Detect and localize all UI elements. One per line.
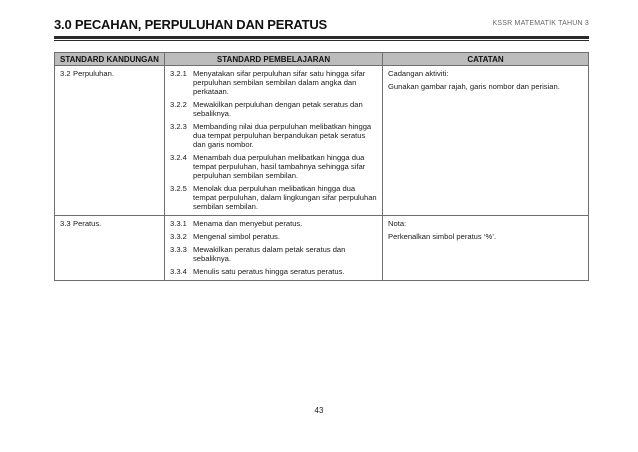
learning-standard-item: [170, 122, 378, 149]
learning-standard-number: 3.2.5: [170, 184, 187, 193]
page-number: 43: [314, 406, 324, 415]
catatan-cell: [383, 66, 589, 216]
table-row-peratus: [55, 216, 589, 281]
learning-standard-item: [170, 245, 378, 263]
note-text: Gunakan gambar rajah, garis nombor dan perisian.: [388, 82, 560, 91]
learning-standard-text: Menolak dua perpuluhan melibatkan hingga dua tempat perpuluhan, dalam lingkungan sifar perpuluhan sembilan sembilan.: [193, 184, 377, 211]
learning-standard-text: Menambah dua perpuluhan melibatkan hingga dua tempat perpuluhan, hasil tambahnya sehingga sifar perpuluhan sembilan sembilan.: [193, 153, 366, 180]
note-heading: Nota:: [388, 219, 407, 228]
learning-standard-number: 3.3.4: [170, 267, 187, 276]
learning-standard-item: [170, 153, 378, 180]
column-header-standard-pembelajaran: STANDARD PEMBELAJARAN: [165, 53, 383, 66]
learning-standard-item: [170, 219, 378, 228]
learning-standard-item: [170, 232, 378, 241]
learning-standard-text: Mewakilkan peratus dalam petak seratus dan sebaliknya.: [193, 245, 346, 263]
document-label: KSSR MATEMATIK TAHUN 3: [492, 20, 589, 27]
standard-pembelajaran-cell: [165, 216, 383, 281]
learning-standard-number: 3.3.2: [170, 232, 187, 241]
table-row-perpuluhan: [55, 66, 589, 216]
learning-standard-number: 3.3.3: [170, 245, 187, 254]
standard-kandungan-cell: [55, 216, 165, 281]
column-header-catatan: CATATAN: [383, 53, 589, 66]
learning-standard-text: Menyatakan sifar perpuluhan sifar satu hingga sifar perpuluhan sembilan sembilan dalam angka dan perkataan.: [193, 69, 366, 96]
header-rule-thick: [54, 36, 589, 39]
learning-standard-number: 3.2.3: [170, 122, 187, 131]
learning-standard-number: 3.3.1: [170, 219, 187, 228]
catatan-cell: [383, 216, 589, 281]
header-rule-thin: [54, 40, 589, 41]
kandungan-title: Perpuluhan.: [73, 69, 114, 78]
learning-standard-number: 3.2.2: [170, 100, 187, 109]
standard-pembelajaran-cell: [165, 66, 383, 216]
learning-standard-number: 3.2.4: [170, 153, 187, 162]
column-header-standard-kandungan: STANDARD KANDUNGAN: [55, 53, 165, 66]
kandungan-number: 3.3: [60, 219, 71, 228]
curriculum-table: [54, 52, 589, 281]
kandungan-number: 3.2: [60, 69, 71, 78]
learning-standard-text: Menama dan menyebut peratus.: [193, 219, 303, 228]
learning-standard-item: [170, 267, 378, 276]
learning-standard-item: [170, 69, 378, 96]
note-text: Perkenalkan simbol peratus ‘%’.: [388, 232, 497, 241]
standard-kandungan-cell: [55, 66, 165, 216]
learning-standard-text: Mewakilkan perpuluhan dengan petak seratus dan sebaliknya.: [193, 100, 363, 118]
section-title: 3.0 PECAHAN, PERPULUHAN DAN PERATUS: [54, 17, 328, 32]
learning-standard-item: [170, 184, 378, 211]
learning-standard-item: [170, 100, 378, 118]
table-header-row: [55, 53, 589, 66]
learning-standard-text: Menulis satu peratus hingga seratus peratus.: [193, 267, 345, 276]
kandungan-title: Peratus.: [73, 219, 102, 228]
note-heading: Cadangan aktiviti:: [388, 69, 449, 78]
learning-standard-text: Membanding nilai dua perpuluhan melibatkan hingga dua tempat perpuluhan berpandukan petak seratus dan garis nombor.: [193, 122, 372, 149]
learning-standard-number: 3.2.1: [170, 69, 187, 78]
learning-standard-text: Mengenal simbol peratus.: [193, 232, 280, 241]
